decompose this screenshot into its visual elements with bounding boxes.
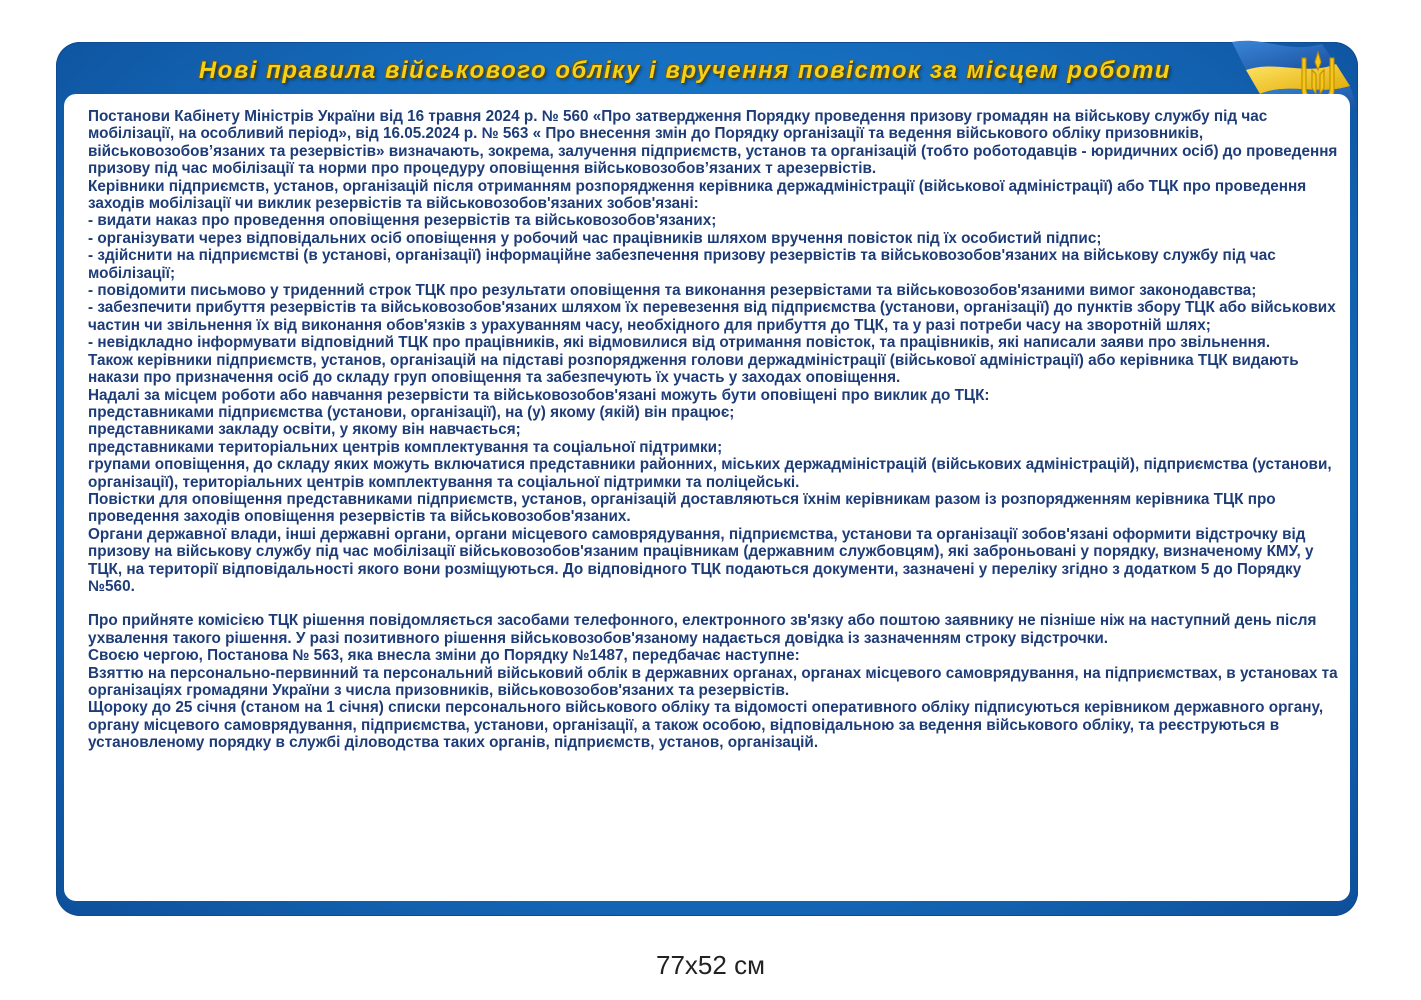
board-text — [88, 108, 1338, 752]
paragraph: Взяттю на персонально-первинний та персональний військовий облік в державних органах, органах місцевого самоврядування, на підприємствах, в установах та організаціях громадяни України з числа призовників, військовозобов'язаних та резервістів. — [88, 664, 1338, 699]
list-item: представниками підприємства (установи, організації), на (у) якому (якій) він працює; — [88, 403, 735, 421]
board-title: Нові правила військового обліку і вручення повісток за місцем роботи — [198, 57, 1172, 84]
list-item: представниками закладу освіти, у якому він навчається; — [88, 421, 521, 439]
paragraph: Повістки для оповіщення представниками підприємств, установ, організацій доставляються їхнім керівникам разом із розпорядженням керівника ТЦК про проведення заходів оповіщення резервістів та військовозобов'язаних. — [88, 490, 1276, 526]
paragraph: Своєю чергою, Постанова № 563, яка внесла зміни до Порядку №1487, передбачає наступне: — [88, 647, 800, 665]
list-item: групами оповіщення, до складу яких можуть включатися представники районних, міських держадміністрацій (військових адміністрацій), підприємства (установи, організації), територіальних центрів комплектування та соціальної підтримки та поліцейські. — [88, 456, 1332, 491]
size-caption: 77x52 см — [656, 950, 765, 980]
info-board — [56, 42, 1358, 916]
paragraph: Постанови Кабінету Міністрів України від 16 травня 2024 р. № 560 «Про затвердження Порядку проведення призову громадян на військову службу під час мобілізації, на особливий період», від 16.05.2024 р. № 563 « Про внесення змін до Порядку організації та ведення військового обліку призовників, військовозобов’язаних та резервістів» визначають, зокрема, залучення підприємств, установ та організацій (тобто роботодавців - юридичних осіб) до проведення призову під час мобілізації та норми про процедуру оповіщення військовозобов’язаних т арезервістів. — [88, 108, 1338, 178]
list-item: - видати наказ про проведення оповіщення резервістів та військовозобов'язаних; — [88, 212, 717, 230]
paragraph: Щороку до 25 січня (станом на 1 січня) списки персонального військового обліку та відомості оперативного обліку підписуються керівником державного органу, органу місцевого самоврядування, підприємства, установи, організації, а також особою, відповідальною за ведення військового обліку, та реєструються в установленому порядку в службі діловодства таких органів, підприємств, установ, організацій. — [88, 699, 1324, 752]
paragraph: Про прийняте комісією ТЦК рішення повідомляється засобами телефонного, електронного зв'язку або поштою заявнику не пізніше ніж на наступний день після ухвалення такого рішення. У разі позитивного рішення військовозобов'язаному надається довідка із зазначенням строку відстрочки. — [88, 612, 1317, 647]
paragraph: Керівники підприємств, установ, організацій після отриманням розпорядження керівника держадміністрації (військової адміністрації) або ТЦК про проведення заходів мобілізації чи виклик резервістів та військовозобов'язаних зобов'язані: — [88, 177, 1307, 213]
list-item: представниками територіальних центрів комплектування та соціальної підтримки; — [88, 438, 723, 456]
spacer — [88, 595, 1338, 612]
paragraph: Також керівники підприємств, установ, організацій на підставі розпорядження голови держадміністрації (військової адміністрації) або керівника ТЦК видають накази про призначення осіб до складу груп оповіщення та забезпечують їх участь у заходах оповіщення. — [88, 351, 1299, 387]
paragraph: Органи державної влади, інші державні органи, органи місцевого самоврядування, підприємства, установи та організації зобов'язані оформити відстрочку від призову на військову службу під час мобілізації військовозобов'язаним працівникам (державним службовцям), які заброньовані у порядку, визначеному КМУ, у ТЦК, на території відповідальності якого вони розміщуються. До відповідного ТЦК подаються документи, зазначені у переліку згідно з додатком 5 до Порядку №560. — [88, 525, 1314, 595]
paragraph: Надалі за місцем роботи або навчання резервісти та військовозобов'язані можуть бути оповіщені про виклик до ТЦК: — [88, 386, 990, 404]
text-panel — [64, 94, 1350, 901]
list-item: - забезпечити прибуття резервістів та військовозобов'язаних шляхом їх перевезення від підприємства (установи, організації) до пунктів збору ТЦК або військових частин чи звільнення їх від виконання обов'язків з урахуванням часу, необхідного для прибуття до ТЦК, та у разі потреби часу на зворотній шлях; — [88, 299, 1336, 334]
list-item: - повідомити письмово у триденний строк ТЦК про результати оповіщення та виконання резервістами та військовозобов'язаними вимог законодавства; — [88, 282, 1257, 300]
list-item: - здійснити на підприємстві (в установі, організації) інформаційне забезпечення призову резервістів та військовозобов'язаних на військову службу під час мобілізації; — [88, 247, 1276, 282]
list-item: - невідкладно інформувати відповідний ТЦК про працівників, які відмовилися від отримання повісток, та працівників, які написали заяви про звільнення. — [88, 334, 1271, 352]
list-item: - організувати через відповідальних осіб оповіщення у робочий час працівників шляхом вручення повісток під їх особистий підпис; — [88, 229, 1102, 247]
